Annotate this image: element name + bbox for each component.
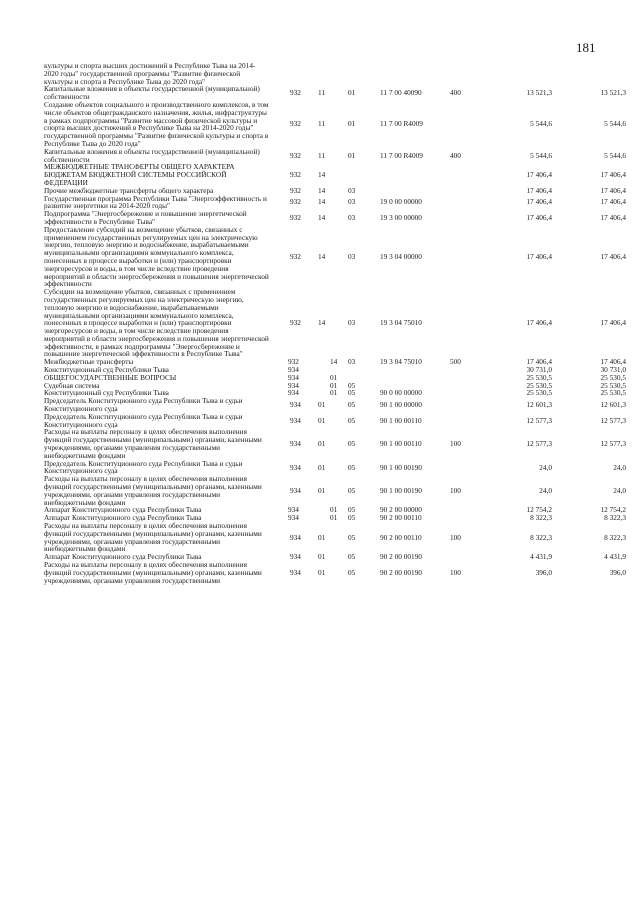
row-subsection-code: 03: [348, 357, 356, 367]
row-department-code: 934: [288, 513, 299, 523]
row-name: Подпрограмма "Энергосбережение и повышение энергетической эффективности в Республике Тыва": [44, 209, 247, 226]
row-amount-2: 8 322,3: [604, 513, 626, 523]
row-amount-1: 5 544,6: [530, 150, 552, 160]
row-target-article-code: 90 2 00 00190: [380, 567, 422, 577]
row-department-code: 932: [290, 318, 301, 328]
row-name: Межбюджетные трансферты: [44, 357, 134, 367]
row-name: Аппарат Конституционного суда Республики Тыва: [44, 513, 202, 523]
row-section-code: 01: [330, 513, 338, 523]
row-subsection-code: 05: [348, 513, 356, 523]
row-amount-2: 24,0: [613, 462, 626, 472]
row-department-code: 932: [290, 119, 301, 129]
row-department-code: 934: [290, 439, 301, 449]
row-section-code: 14: [318, 170, 326, 180]
row-section-code: 11: [318, 150, 326, 160]
row-amount-1: 12 754,2: [526, 505, 552, 515]
row-subsection-code: 05: [348, 532, 356, 542]
row-amount-2: 17 406,4: [600, 357, 626, 367]
row-department-code: 932: [290, 170, 301, 180]
row-department-code: 932: [288, 357, 299, 367]
row-department-code: 934: [288, 380, 299, 390]
row-amount-2: 30 731,0: [600, 365, 626, 375]
row-subsection-code: 05: [348, 439, 356, 449]
row-amount-1: 25 530,5: [526, 372, 552, 382]
row-subsection-code: 03: [348, 252, 356, 262]
row-amount-2: 5 544,6: [604, 119, 626, 129]
row-amount-1: 17 406,4: [526, 170, 552, 180]
row-name: Государственная программа Республики Тыва "Энергоэффективность и развитие энергетики на 2014-2020 годы": [44, 193, 267, 211]
table-row: [44, 561, 624, 584]
row-name: ОБЩЕГОСУДАРСТВЕННЫЕ ВОПРОСЫ: [44, 372, 177, 382]
row-section-code: 01: [318, 400, 326, 410]
row-amount-2: 12 601,3: [600, 400, 626, 410]
row-amount-2: 8 322,3: [604, 532, 626, 542]
row-section-code: 14: [318, 213, 326, 223]
row-target-article-code: 11 7 00 R4009: [380, 150, 423, 160]
row-department-code: 932: [290, 197, 301, 207]
row-target-article-code: 19 3 04 00000: [380, 252, 422, 262]
row-target-article-code: 19 3 04 75010: [380, 318, 422, 328]
row-amount-2: 13 521,3: [600, 88, 626, 98]
row-amount-2: 5 544,6: [604, 150, 626, 160]
row-amount-2: 17 406,4: [600, 197, 626, 207]
table-row: [44, 210, 624, 226]
row-section-code: 14: [330, 357, 338, 367]
row-amount-1: 30 731,0: [526, 365, 552, 375]
row-subsection-code: 01: [348, 150, 356, 160]
row-department-code: 934: [290, 552, 301, 562]
row-name: Конституционный суд Республики Тыва: [44, 365, 169, 375]
row-department-code: 934: [290, 462, 301, 472]
row-amount-2: 12 754,2: [600, 505, 626, 515]
row-subsection-code: 05: [348, 485, 356, 495]
row-amount-1: 24,0: [539, 485, 552, 495]
row-amount-1: 17 406,4: [526, 197, 552, 207]
row-amount-2: 12 577,3: [600, 439, 626, 449]
row-name: Предоставление субсидий на возмещение убытков, связанных с применением государственных регулируемых цен на электрическую энергию, тепловую энергию и водоснабжение, вырабатываемыми муниципальными организациями коммунального комплекса, понесенных в процессе выработки и (или) транспортировки энергоресурсов и воды, в том числе вследствие проведения мероприятий в области энергосбережения и повышения энергетической эффективности: [44, 224, 269, 289]
row-amount-2: 17 406,4: [600, 252, 626, 262]
row-amount-2: 17 406,4: [600, 213, 626, 223]
row-department-code: 932: [290, 88, 301, 98]
table-row: [44, 195, 624, 211]
row-target-article-code: 90 1 00 00110: [380, 415, 422, 425]
row-section-code: 01: [318, 439, 326, 449]
row-expense-type-code: 100: [450, 567, 461, 577]
row-amount-1: 8 322,3: [530, 532, 552, 542]
row-section-code: 14: [318, 252, 326, 262]
row-target-article-code: 11 7 00 R4009: [380, 119, 423, 129]
table-row: [44, 226, 624, 288]
table-row: [44, 460, 624, 476]
row-amount-1: 13 521,3: [526, 88, 552, 98]
row-department-code: 934: [290, 400, 301, 410]
table-row: [44, 522, 624, 553]
row-section-code: 01: [318, 485, 326, 495]
row-name: Субсидии на возмещение убытков, связанных с применением государственных регулируемых цен на электрическую энергию, тепловую энергию и водоснабжение, вырабатываемыми муниципальными организациями коммунального комплекса, понесенных в процессе выработки и (или) транспортировки энергоресурсов и воды, в том числе вследствие проведения мероприятий в области энергосбережения и повышения энергетической эффективности, в рамках подпрограммы "Энергосбережение и повышение энергетической эффективности в Республике Тыва": [44, 287, 269, 359]
table-row: [44, 288, 624, 358]
row-department-code: 932: [290, 252, 301, 262]
row-target-article-code: 90 2 00 00000: [380, 505, 422, 515]
row-name: Председатель Конституционного суда Республики Тыва и судьи Конституционного суда: [44, 396, 243, 414]
row-target-article-code: 90 1 00 00190: [380, 485, 422, 495]
row-amount-2: 17 406,4: [600, 185, 626, 195]
row-target-article-code: 90 2 00 00110: [380, 532, 422, 542]
row-amount-2: 24,0: [613, 485, 626, 495]
row-name: Расходы на выплаты персоналу в целях обеспечения выполнения функций государственными (муниципальными) органами, казенными учреждениями, органами управления государственными внебюджетными фондами: [44, 521, 262, 554]
table-row: [44, 413, 624, 429]
row-expense-type-code: 100: [450, 485, 461, 495]
row-subsection-code: 05: [348, 400, 356, 410]
row-section-code: 11: [318, 119, 326, 129]
row-department-code: 932: [290, 213, 301, 223]
row-name: Конституционный суд Республики Тыва: [44, 388, 169, 398]
row-target-article-code: 19 3 04 75010: [380, 357, 422, 367]
row-section-code: 01: [330, 505, 338, 515]
row-name: Расходы на выплаты персоналу в целях обеспечения выполнения функций государственными (муниципальными) органами, казенными учреждениями, органами управления государственными внебюджетными фондами: [44, 427, 262, 460]
row-name: МЕЖБЮДЖЕТНЫЕ ТРАНСФЕРТЫ ОБЩЕГО ХАРАКТЕРА БЮДЖЕТАМ БЮДЖЕТНОЙ СИСТЕМЫ РОССИЙСКОЙ ФЕДЕРАЦИИ: [44, 162, 235, 187]
row-section-code: 01: [330, 380, 338, 390]
row-amount-2: 25 530,5: [600, 380, 626, 390]
row-section-code: 01: [318, 567, 326, 577]
row-amount-2: 25 530,5: [600, 388, 626, 398]
table-row: [44, 428, 624, 459]
row-name: Аппарат Конституционного суда Республики Тыва: [44, 505, 202, 515]
row-department-code: 932: [290, 185, 301, 195]
row-section-code: 01: [330, 372, 338, 382]
row-target-article-code: 90 0 00 00000: [380, 388, 422, 398]
row-amount-1: 17 406,4: [526, 185, 552, 195]
table-row: [44, 101, 624, 148]
table-row: [44, 62, 624, 85]
row-subsection-code: 05: [348, 567, 356, 577]
row-target-article-code: 90 1 00 00000: [380, 400, 422, 410]
row-name: Капитальные вложения в объекты государственной (муниципальной) собственности: [44, 146, 260, 164]
row-amount-1: 396,0: [535, 567, 552, 577]
row-department-code: 932: [290, 150, 301, 160]
row-amount-2: 12 577,3: [600, 415, 626, 425]
table-row: [44, 397, 624, 413]
row-subsection-code: 01: [348, 119, 356, 129]
row-amount-1: 17 406,4: [526, 357, 552, 367]
row-department-code: 934: [288, 365, 299, 375]
row-target-article-code: 90 1 00 00190: [380, 462, 422, 472]
table-row: [44, 475, 624, 506]
row-subsection-code: 03: [348, 213, 356, 223]
row-section-code: 14: [318, 197, 326, 207]
row-subsection-code: 03: [348, 318, 356, 328]
row-expense-type-code: 400: [450, 150, 461, 160]
row-name: Судебная система: [44, 380, 100, 390]
row-expense-type-code: 400: [450, 88, 461, 98]
row-amount-1: 4 431,9: [530, 552, 552, 562]
row-section-code: 14: [318, 185, 326, 195]
row-amount-1: 17 406,4: [526, 318, 552, 328]
row-expense-type-code: 100: [450, 439, 461, 449]
row-section-code: 11: [318, 88, 326, 98]
row-subsection-code: 01: [348, 88, 356, 98]
row-name: Аппарат Конституционного суда Республики Тыва: [44, 552, 202, 562]
row-name: Капитальные вложения в объекты государственной (муниципальной) собственности: [44, 84, 260, 102]
row-target-article-code: 19 3 00 00000: [380, 213, 422, 223]
row-amount-1: 12 601,3: [526, 400, 552, 410]
row-amount-1: 12 577,3: [526, 439, 552, 449]
row-amount-1: 12 577,3: [526, 415, 552, 425]
row-section-code: 01: [318, 415, 326, 425]
row-amount-2: 17 406,4: [600, 318, 626, 328]
row-amount-1: 5 544,6: [530, 119, 552, 129]
row-amount-1: 17 406,4: [526, 252, 552, 262]
row-name: Председатель Конституционного суда Республики Тыва и судьи Конституционного суда: [44, 411, 243, 429]
row-section-code: 01: [318, 552, 326, 562]
row-amount-2: 25 530,5: [600, 372, 626, 382]
row-amount-1: 24,0: [539, 462, 552, 472]
row-name: Председатель Конституционного суда Республики Тыва и судьи Конституционного суда: [44, 458, 243, 476]
table-row: [44, 163, 624, 186]
row-subsection-code: 05: [348, 380, 356, 390]
row-department-code: 934: [288, 388, 299, 398]
row-name: культуры и спорта высших достижений в Республике Тыва на 2014-2020 годы" государственной программы "Развитие физической культуры и спорта в Республике Тыва до 2020 года": [44, 61, 256, 86]
row-amount-1: 17 406,4: [526, 213, 552, 223]
row-section-code: 01: [318, 462, 326, 472]
table-row: [44, 148, 624, 164]
row-target-article-code: 11 7 00 40090: [380, 88, 422, 98]
row-subsection-code: 05: [348, 505, 356, 515]
row-target-article-code: 90 2 00 00190: [380, 552, 422, 562]
row-department-code: 934: [288, 505, 299, 515]
row-amount-2: 396,0: [609, 567, 626, 577]
row-amount-1: 25 530,5: [526, 380, 552, 390]
row-amount-1: 8 322,3: [530, 513, 552, 523]
row-department-code: 934: [290, 485, 301, 495]
row-department-code: 934: [290, 532, 301, 542]
row-amount-1: 25 530,5: [526, 388, 552, 398]
row-target-article-code: 90 1 00 00110: [380, 439, 422, 449]
budget-table: [44, 62, 624, 584]
row-subsection-code: 05: [348, 552, 356, 562]
row-section-code: 14: [318, 318, 326, 328]
row-department-code: 934: [288, 372, 299, 382]
page-number: 181: [576, 40, 596, 55]
row-name: Расходы на выплаты персоналу в целях обеспечения выполнения функций государственными (муниципальными) органами, казенными учреждениями, органами управления государственными внебюджетными фондами: [44, 474, 262, 507]
row-name: Расходы на выплаты персоналу в целях обеспечения выполнения функций государственными (муниципальными) органами, казенными учреждениями, органами управления государственными: [44, 560, 262, 585]
row-subsection-code: 05: [348, 388, 356, 398]
table-row: [44, 85, 624, 101]
row-department-code: 934: [290, 415, 301, 425]
row-amount-2: 4 431,9: [604, 552, 626, 562]
row-section-code: 01: [330, 388, 338, 398]
row-expense-type-code: 100: [450, 532, 461, 542]
row-target-article-code: 19 0 00 00000: [380, 197, 422, 207]
row-section-code: 01: [318, 532, 326, 542]
row-subsection-code: 05: [348, 415, 356, 425]
row-subsection-code: 03: [348, 197, 356, 207]
row-subsection-code: 03: [348, 185, 356, 195]
row-expense-type-code: 500: [450, 357, 461, 367]
row-department-code: 934: [290, 567, 301, 577]
row-subsection-code: 05: [348, 462, 356, 472]
row-name: Прочие межбюджетные трансферты общего характера: [44, 185, 214, 195]
row-name: Создание объектов социального и производственного комплексов, в том числе объектов общегражданского назначения, жилья, инфраструктуры в рамках подпрограммы "Развитие массовой физической культуры и спорта высших достижений в Республике Тыва на 2014-2020 годы" государственной программы "Развитие физической культуры и спорта в Республике Тыва до 2020 года": [44, 99, 269, 148]
row-amount-2: 17 406,4: [600, 170, 626, 180]
row-target-article-code: 90 2 00 00110: [380, 513, 422, 523]
